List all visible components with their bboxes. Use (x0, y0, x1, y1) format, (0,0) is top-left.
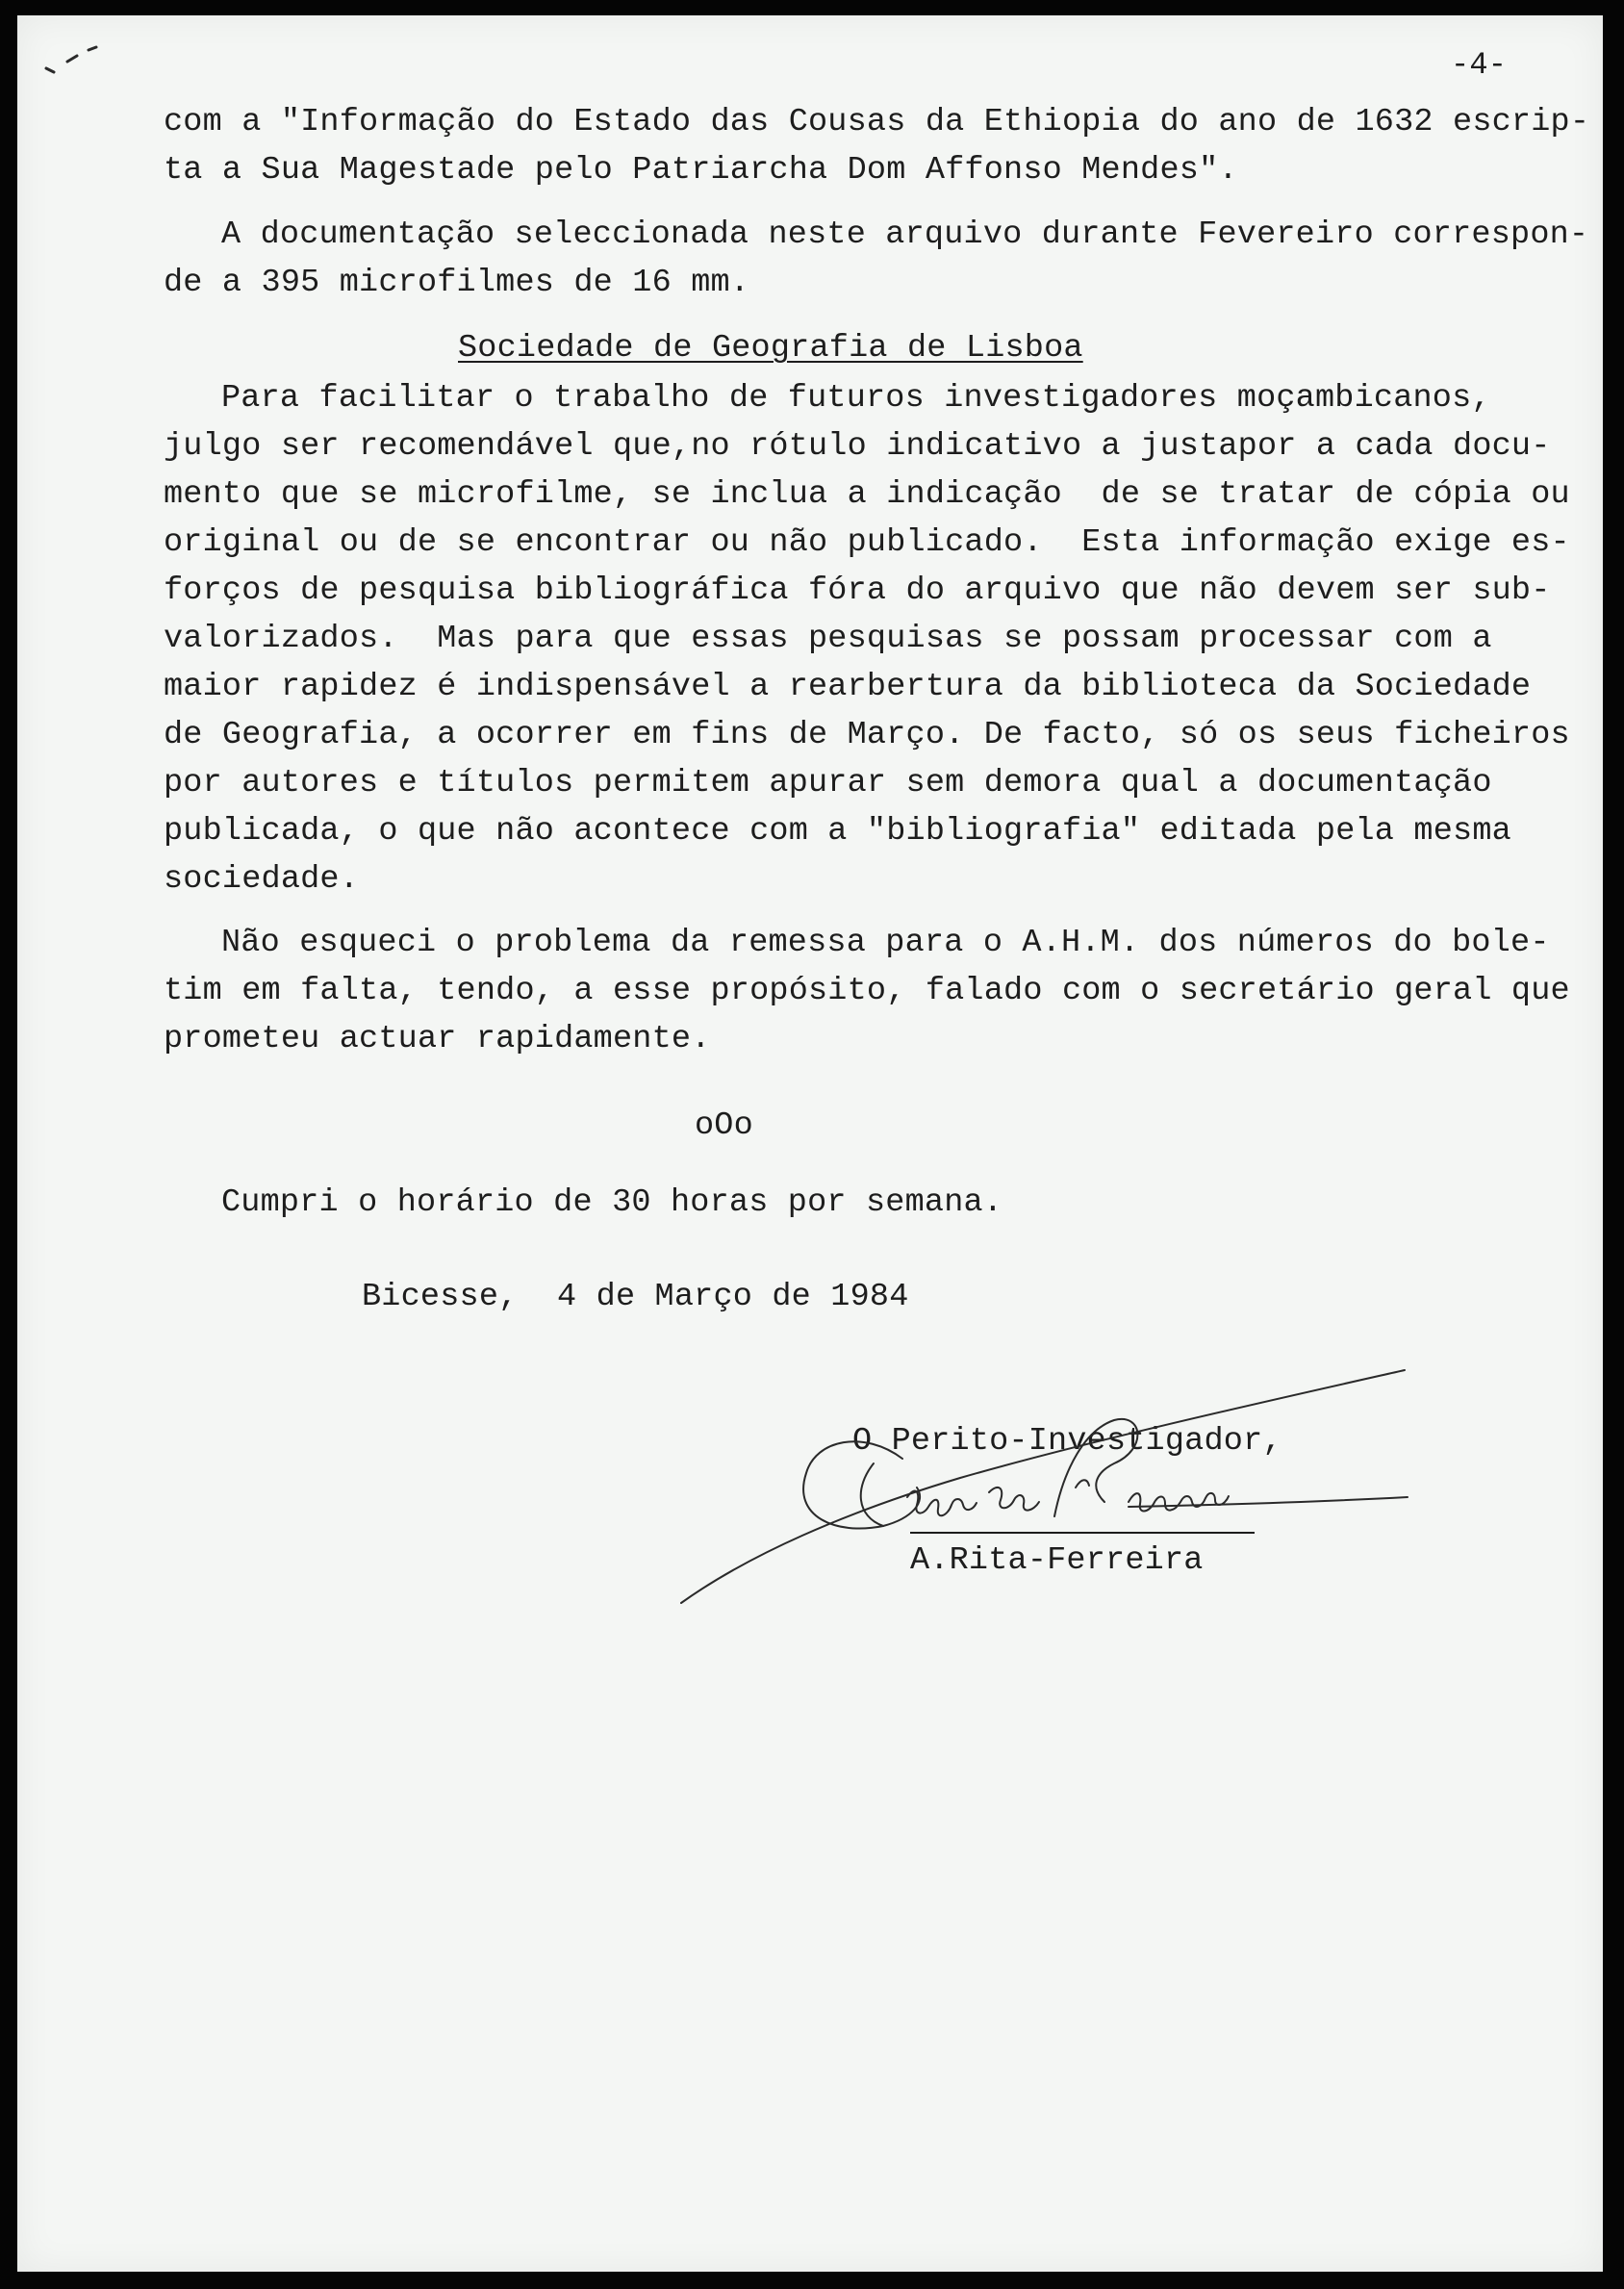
paragraph-4-line-3: prometeu actuar rapidamente. (164, 1021, 711, 1057)
paragraph-3-line-11: sociedade. (164, 861, 360, 898)
document-page (17, 15, 1603, 2272)
paragraph-3-line-3: mento que se microfilme, se inclua a indicação de se tratar de cópia ou (164, 476, 1570, 513)
paragraph-2-line-1: A documentação seleccionada neste arquivo durante Fevereiro correspon- (221, 216, 1589, 253)
paragraph-3-line-9: por autores e títulos permitem apurar sem demora qual a documentação (164, 765, 1492, 801)
paragraph-3-line-8: de Geografia, a ocorrer em fins de Março. De facto, só os seus ficheiros (164, 717, 1570, 753)
paragraph-3-line-4: original ou de se encontrar ou não publicado. Esta informação exige es- (164, 524, 1570, 561)
paragraph-1-line-2: ta a Sua Magestade pelo Patriarcha Dom Affonso Mendes". (164, 152, 1238, 189)
paragraph-3-line-2: julgo ser recomendável que,no rótulo indicativo a justapor a cada docu- (164, 428, 1551, 465)
page-number: -4- (1451, 47, 1508, 83)
signature-role: O Perito-Investigador, (852, 1423, 1282, 1460)
paragraph-3-line-1: Para facilitar o trabalho de futuros investigadores moçambicanos, (221, 380, 1491, 417)
paragraph-4-line-2: tim em falta, tendo, a esse propósito, falado com o secretário geral que (164, 973, 1570, 1009)
place-date: Bicesse, 4 de Março de 1984 (362, 1279, 909, 1315)
signature-rule (910, 1532, 1255, 1534)
hours-statement: Cumpri o horário de 30 horas por semana. (221, 1184, 1003, 1221)
paragraph-2-line-2: de a 395 microfilmes de 16 mm. (164, 265, 750, 301)
paragraph-1-line-1: com a "Informação do Estado das Cousas da Ethiopia do ano de 1632 escrip- (164, 104, 1590, 140)
paragraph-3-line-6: valorizados. Mas para que essas pesquisas se possam processar com a (164, 621, 1492, 657)
paragraph-3-line-7: maior rapidez é indispensável a rearbertura da biblioteca da Sociedade (164, 669, 1532, 705)
paragraph-3-line-5: forços de pesquisa bibliográfica fóra do arquivo que não devem ser sub- (164, 572, 1551, 609)
paragraph-4-line-1: Não esqueci o problema da remessa para o A.H.M. dos números do bole- (221, 925, 1550, 961)
section-separator: oOo (695, 1107, 753, 1144)
paragraph-3-line-10: publicada, o que não acontece com a "bibliografia" editada pela mesma (164, 813, 1511, 850)
section-heading: Sociedade de Geografia de Lisboa (458, 330, 1083, 367)
signature-name: A.Rita-Ferreira (910, 1542, 1204, 1579)
handwritten-signature (17, 15, 1603, 2272)
